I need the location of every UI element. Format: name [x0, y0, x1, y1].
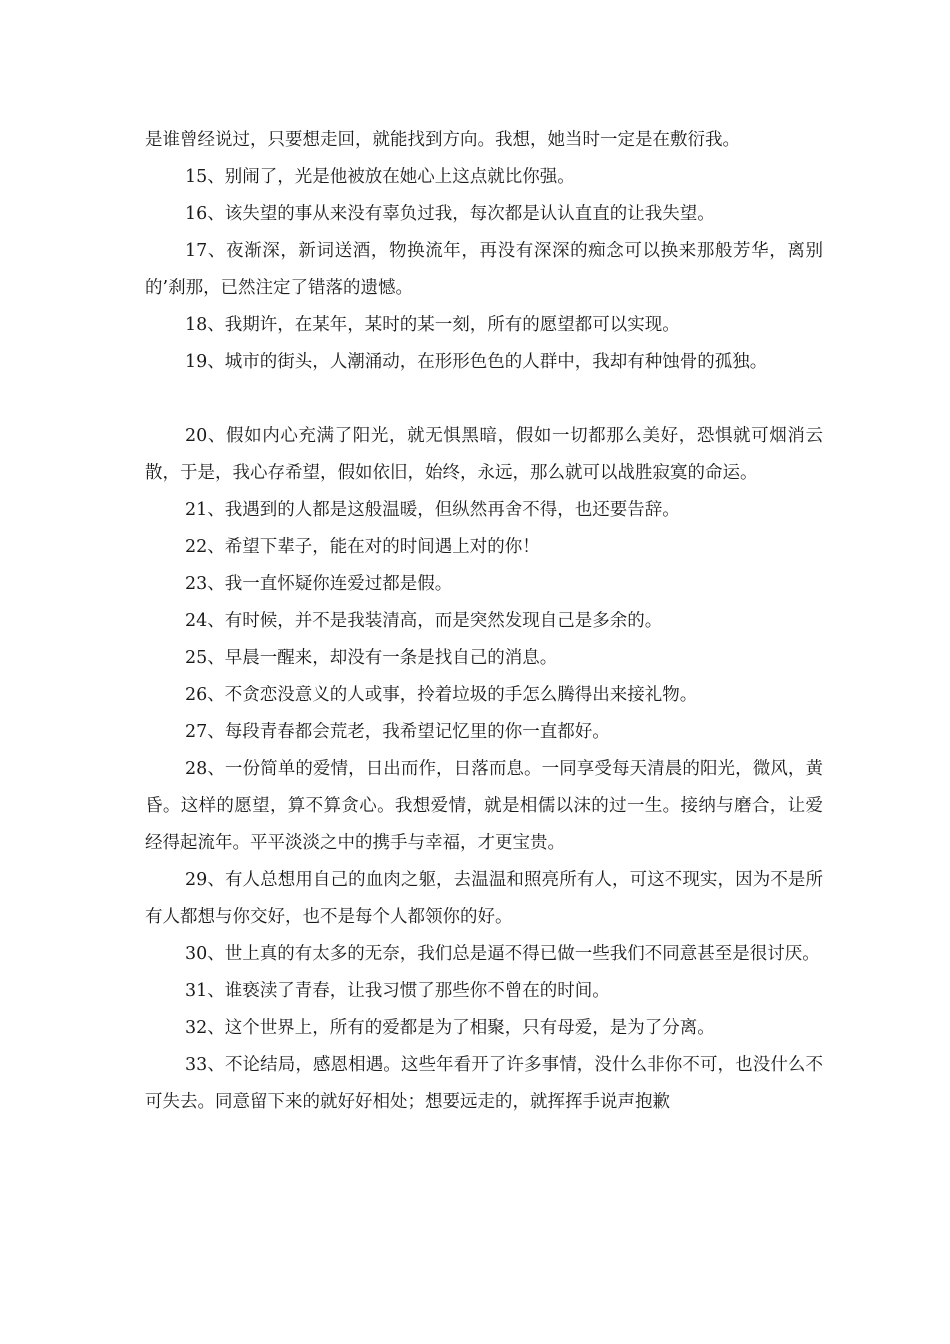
paragraph-17: 17、夜渐深，新词送酒，物换流年，再没有深深的痴念可以换来那般芳华，离别的’刹那，已然注定了错落的遗憾。: [145, 241, 823, 298]
paragraph-27: 27、每段青春都会荒老，我希望记忆里的你一直都好。: [185, 722, 610, 742]
paragraph-18: 18、我期许，在某年，某时的某一刻，所有的愿望都可以实现。: [185, 315, 680, 335]
paragraph-28: 28、一份简单的爱情，日出而作，日落而息。一同享受每天清晨的阳光，微风，黄昏。这样的愿望，算不算贪心。我想爱情，就是相儒以沫的过一生。接纳与磨合，让爱经得起流年。平平淡淡之中的携手与幸福，才更宝贵。: [145, 759, 823, 853]
paragraph-32: 32、这个世界上，所有的爱都是为了相聚，只有母爱，是为了分离。: [185, 1018, 715, 1038]
paragraph-30: 30、世上真的有太多的无奈，我们总是逼不得已做一些我们不同意甚至是很讨厌。: [185, 944, 820, 964]
paragraph-15: 15、别闹了，光是他被放在她心上这点就比你强。: [185, 167, 575, 187]
paragraph-20: 20、假如内心充满了阳光，就无惧黑暗，假如一切都那么美好，恐惧就可烟消云散，于是，我心存希望，假如依旧，始终，永远，那么就可以战胜寂寞的命运。: [145, 426, 823, 483]
paragraph-16: 16、该失望的事从来没有辜负过我，每次都是认认直直的让我失望。: [185, 204, 715, 224]
paragraph-21: 21、我遇到的人都是这般温暖，但纵然再舍不得，也还要告辞。: [185, 500, 680, 520]
paragraph-14-continued: 是谁曾经说过，只要想走回，就能找到方向。我想，她当时一定是在敷衍我。: [145, 130, 740, 150]
paragraph-22: 22、希望下辈子，能在对的时间遇上对的你！: [185, 537, 540, 557]
paragraph-23: 23、我一直怀疑你连爱过都是假。: [185, 574, 453, 594]
paragraph-25: 25、早晨一醒来，却没有一条是找自己的消息。: [185, 648, 558, 668]
blank-line: [145, 381, 823, 418]
paragraph-33: 33、不论结局，感恩相遇。这些年看开了许多事情，没什么非你不可，也没什么不可失去。同意留下来的就好好相处；想要远走的，就挥挥手说声抱歉: [145, 1055, 823, 1112]
paragraph-24: 24、有时候，并不是我装清高，而是突然发现自己是多余的。: [185, 611, 663, 631]
paragraph-19: 19、城市的街头，人潮涌动，在形形色色的人群中，我却有种蚀骨的孤独。: [185, 352, 768, 372]
paragraph-26: 26、不贪恋没意义的人或事，拎着垃圾的手怎么腾得出来接礼物。: [185, 685, 698, 705]
document-body: [145, 122, 823, 1121]
paragraph-31: 31、谁亵渎了青春，让我习惯了那些你不曾在的时间。: [185, 981, 610, 1001]
paragraph-29: 29、有人总想用自己的血肉之躯，去温温和照亮所有人，可这不现实，因为不是所有人都想与你交好，也不是每个人都领你的好。: [145, 870, 823, 927]
